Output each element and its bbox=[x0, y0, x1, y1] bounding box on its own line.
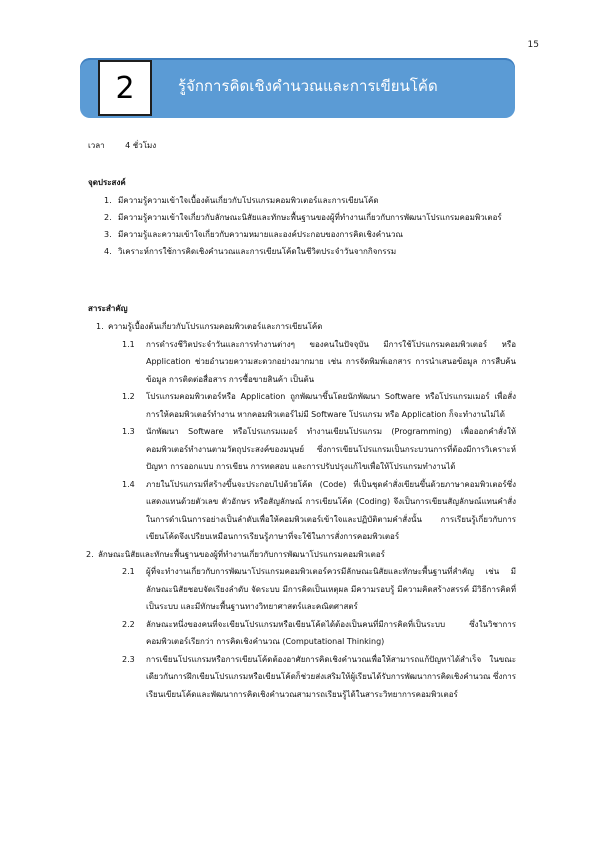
essence-item: 1.1 การดำรงชีวิตประจำวันและการทำงานต่างๆ ของคนในปัจจุบัน มีการใช้โปรแกรมคอมพิวเตอร์ หรือ Application ช่วยอำนวยความสะดวกอย่างมากมาย เช่น การจัดพิมพ์เอกสาร การนำเสนอข้อมูล การสืบค้นข้อมูล การติดต่อสื่อสาร การซื้อขายสินค้า เป็นต้น bbox=[122, 339, 516, 384]
essence-item: 1.3 นักพัฒนา Software หรือโปรแกรมเมอร์ ทำงานเขียนโปรแกรม (Programming) เพื่อออกคำสั่งให้คอมพิวเตอร์ทำงานตามวัตถุประสงค์ของมนุษย์ ซึ่งการเขียนโปรแกรมเป็นกระบวนการที่ต้องมีการวิเคราะห์ปัญหา การออกแบบ การเขียน การทดสอบ และการปรับปรุงแก้ไขเพื่อให้โปรแกรมทำงานได้ bbox=[122, 427, 516, 471]
duration bbox=[88, 139, 156, 152]
chapter-banner bbox=[80, 58, 515, 118]
duration-label: เวลา bbox=[88, 141, 105, 150]
essence-section-title: 1. ความรู้เบื้องต้นเกี่ยวกับโปรแกรมคอมพิวเตอร์และการเขียนโค้ด bbox=[96, 322, 323, 331]
chapter-title: รู้จักการคิดเชิงคำนวณและการเขียนโค้ด bbox=[178, 77, 438, 95]
essence-item: 2.2 ลักษณะหนึ่งของคนที่จะเขียนโปรแกรมหรือเขียนโค้ดได้ต้องเป็นคนที่มีการคิดที่เป็นระบบ ซึ่งในวิชาการคอมพิวเตอร์เรียกว่า การคิดเชิงคำนวณ (Computational Thinking) bbox=[122, 619, 516, 646]
chapter-number: 2 bbox=[98, 60, 152, 116]
page-number: 15 bbox=[527, 40, 539, 50]
essence-heading: สาระสำคัญ bbox=[88, 304, 128, 313]
objective-item: 4. วิเคราะห์การใช้การคิดเชิงคำนวณและการเขียนโค้ดในชีวิตประจำวันจากกิจกรรม bbox=[104, 247, 397, 256]
objective-item: 1. มีความรู้ความเข้าใจเบื้องต้นเกี่ยวกับโปรแกรมคอมพิวเตอร์และการเขียนโค้ด bbox=[104, 196, 379, 205]
duration-value: 4 ชั่วโมง bbox=[125, 141, 157, 150]
essence-item: 1.4 ภายในโปรแกรมที่สร้างขึ้นจะประกอบไปด้วยโค้ด (Code) ที่เป็นชุดคำสั่งเขียนขึ้นด้วยภาษาคอมพิวเตอร์ซึ่งแสดงแทนด้วยตัวเลข ตัวอักษร หรือสัญลักษณ์ การเขียนโค้ด (Coding) จึงเป็นการเขียนสัญลักษณ์แทนคำสั่งในการดำเนินการอย่างเป็นลำดับเพื่อให้คอมพิวเตอร์เข้าใจและปฏิบัติตามคำสั่งนั้น การเรียนรู้เกี่ยวกับการเขียนโค้ดจึงเปรียบเหมือนการเรียนรู้ภาษาที่จะใช้ในการสั่งการคอมพิวเตอร์ bbox=[122, 479, 516, 541]
essence-body bbox=[86, 318, 516, 703]
essence-section-title: 2. ลักษณะนิสัยและทักษะพื้นฐานของผู้ที่ทำงานเกี่ยวกับการพัฒนาโปรแกรมคอมพิวเตอร์ bbox=[86, 549, 385, 559]
essence-item: 2.1 ผู้ที่จะทำงานเกี่ยวกับการพัฒนาโปรแกรมคอมพิวเตอร์ควรมีลักษณะนิสัยและทักษะพื้นฐานที่สำคัญ เช่น มีลักษณะนิสัยชอบจัดเรียงลำดับ จัดระบบ มีการคิดเป็นเหตุผล มีความรอบรู้ มีความคิดสร้างสรรค์ มีวิธีการคิดที่เป็นระบบ และมีทักษะพื้นฐานทางวิทยาศาสตร์และคณิตศาสตร์ bbox=[122, 567, 516, 611]
objectives-list bbox=[104, 192, 504, 260]
objective-item: 2. มีความรู้ความเข้าใจเกี่ยวกับลักษณะนิสัยและทักษะพื้นฐานของผู้ที่ทำงานเกี่ยวกับการพัฒนาโปรแกรมคอมพิวเตอร์ bbox=[104, 213, 502, 222]
essence-item: 1.2 โปรแกรมคอมพิวเตอร์หรือ Application ถูกพัฒนาขึ้นโดยนักพัฒนา Software หรือโปรแกรมเมอร์ เพื่อสั่งการให้คอมพิวเตอร์ทำงาน หากคอมพิวเตอร์ไม่มี Software โปรแกรม หรือ Application ก็จะทำงานไม่ได้ bbox=[122, 392, 516, 419]
essence-item: 2.3 การเขียนโปรแกรมหรือการเขียนโค้ดต้องอาศัยการคิดเชิงคำนวณเพื่อให้สามารถแก้ปัญหาได้สำเร็จ ในขณะเดียวกันการฝึกเขียนโปรแกรมหรือเขียนโค้ดก็ช่วยส่งเสริมให้ผู้เรียนได้รับการพัฒนาการคิดเชิงคำนวณ ซึ่งการเรียนเขียนโค้ดและพัฒนาการคิดเชิงคำนวณสามารถเรียนรู้ได้ในสาระวิทยาการคอมพิวเตอร์ bbox=[122, 654, 516, 699]
objectives-heading: จุดประสงค์ bbox=[88, 178, 126, 187]
objective-item: 3. มีความรู้และความเข้าใจเกี่ยวกับความหมายและองค์ประกอบของการคิดเชิงคำนวณ bbox=[104, 230, 403, 239]
